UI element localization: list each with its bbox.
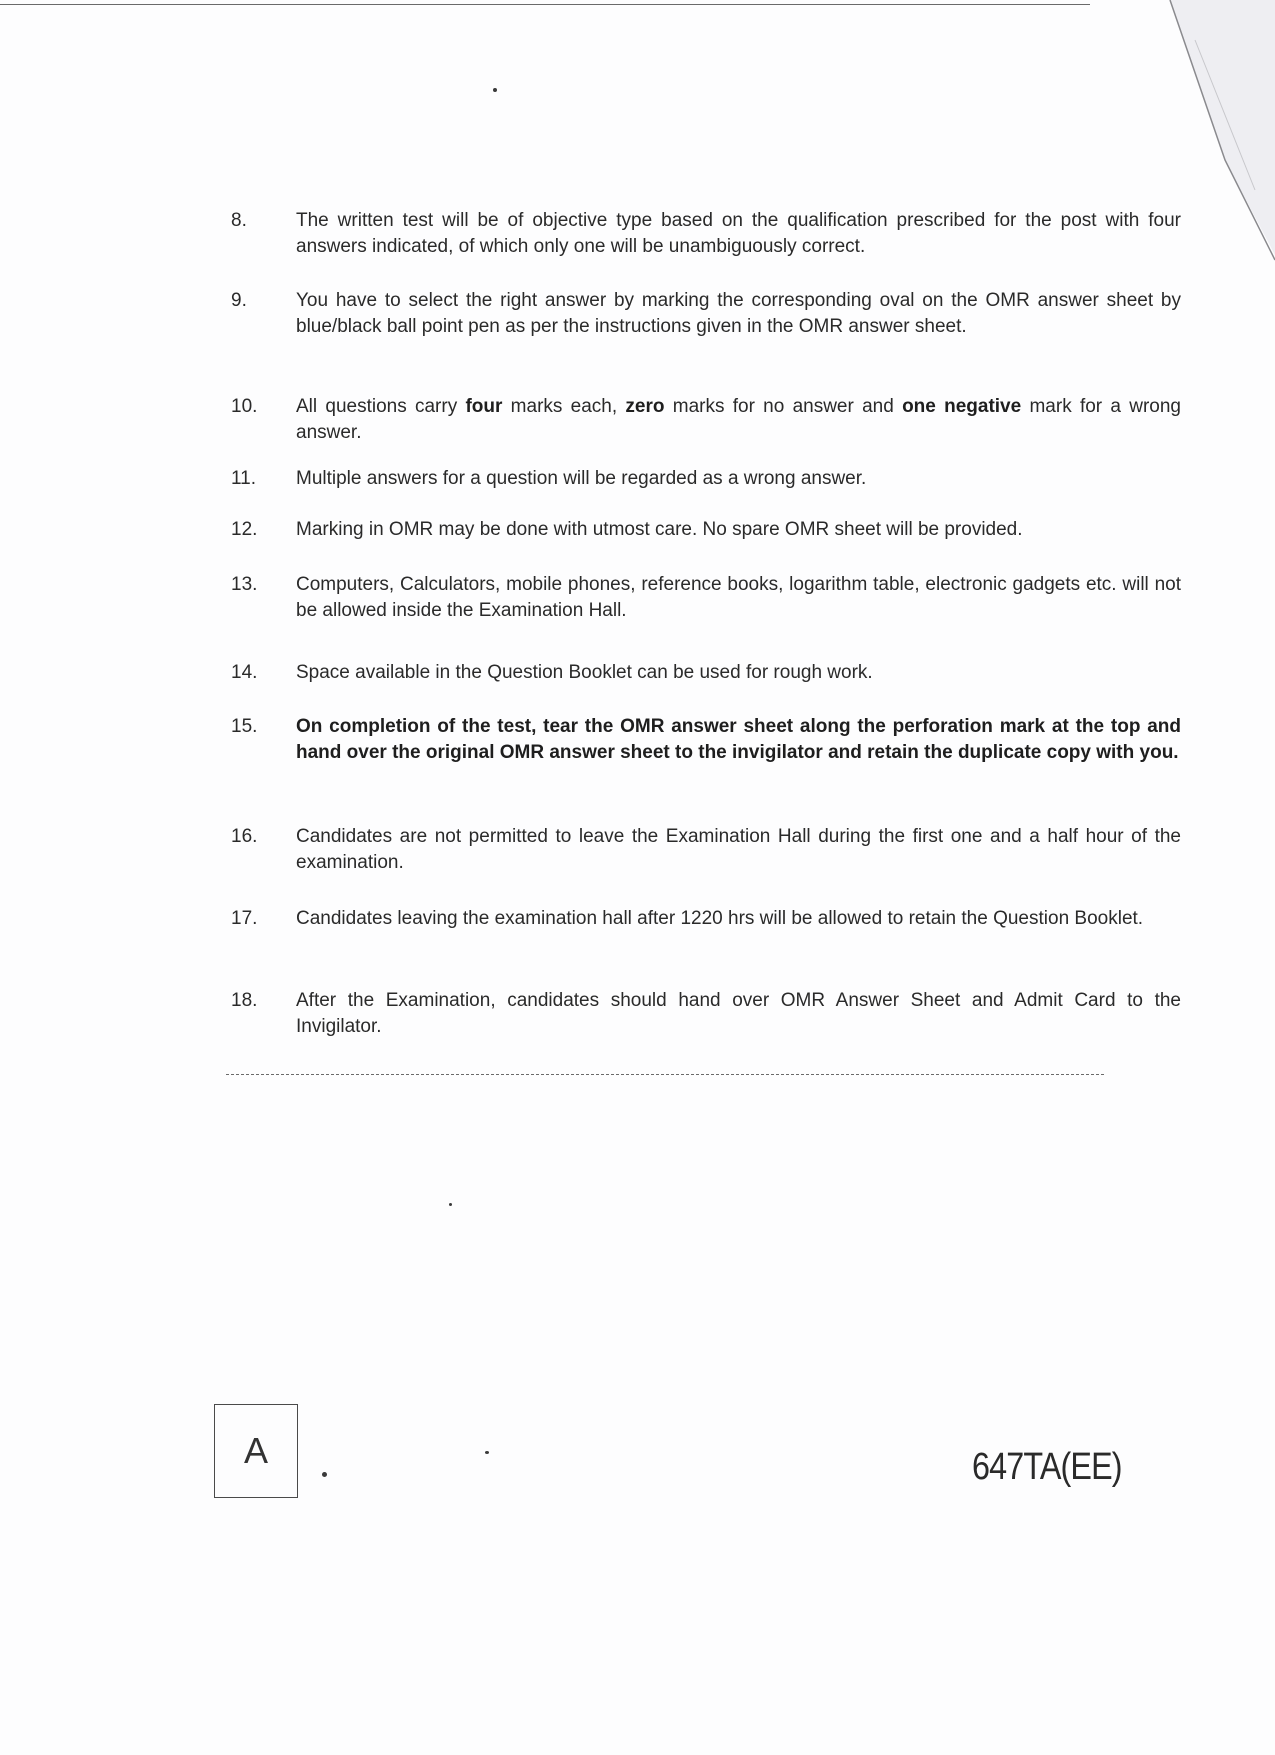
instruction-text: On completion of the test, tear the OMR answer sheet along the perforation mark at the top and hand over the original OMR answer sheet to the invigilator and retain the duplicate copy with you.: [296, 716, 1181, 763]
instruction-text: After the Examination, candidates should hand over OMR Answer Sheet and Admit Card to the Invigilator.: [296, 990, 1181, 1037]
ink-dot: [449, 1203, 452, 1206]
instruction-text: Candidates are not permitted to leave the Examination Hall during the first one and a half hour of the examination.: [296, 826, 1181, 873]
instruction-number: 8.: [231, 210, 247, 231]
instruction-number: 17.: [231, 908, 258, 929]
series-letter: A: [243, 1430, 268, 1471]
ink-dot: [493, 88, 497, 92]
booklet-code: 647TA(EE): [972, 1446, 1122, 1488]
dashed-separator: [226, 1074, 1104, 1075]
instruction-number: 10.: [231, 396, 258, 417]
ink-dot: [485, 1451, 489, 1454]
top-edge-line: [0, 4, 1090, 5]
instruction-text: Space available in the Question Booklet can be used for rough work.: [296, 662, 873, 683]
instruction-text: The written test will be of objective type based on the qualification prescribed for the post with four answers indicated, of which only one will be unambiguously correct.: [296, 210, 1181, 257]
instruction-number: 11.: [231, 468, 257, 489]
instruction-text: You have to select the right answer by marking the corresponding oval on the OMR answer sheet by blue/black ball point pen as per the instructions given in the OMR answer sheet.: [296, 290, 1181, 337]
series-box: [214, 1404, 298, 1498]
ink-dot: [322, 1472, 327, 1477]
instruction-text: Marking in OMR may be done with utmost care. No spare OMR sheet will be provided.: [296, 519, 1023, 540]
instruction-number: 15.: [231, 716, 258, 737]
instruction-text: Multiple answers for a question will be regarded as a wrong answer.: [296, 468, 867, 489]
instruction-text: All questions carry four marks each, zero marks for no answer and one negative mark for a wrong answer.: [296, 396, 1181, 443]
instruction-number: 14.: [231, 662, 258, 683]
instruction-number: 9.: [231, 290, 247, 311]
instruction-text: Computers, Calculators, mobile phones, reference books, logarithm table, electronic gadgets etc. will not be allowed inside the Examination Hall.: [296, 574, 1181, 621]
instruction-number: 16.: [231, 826, 258, 847]
instruction-number: 13.: [231, 574, 258, 595]
instruction-number: 18.: [231, 990, 258, 1011]
instruction-text: Candidates leaving the examination hall after 1220 hrs will be allowed to retain the Question Booklet.: [296, 908, 1144, 929]
instruction-number: 12.: [231, 519, 258, 540]
